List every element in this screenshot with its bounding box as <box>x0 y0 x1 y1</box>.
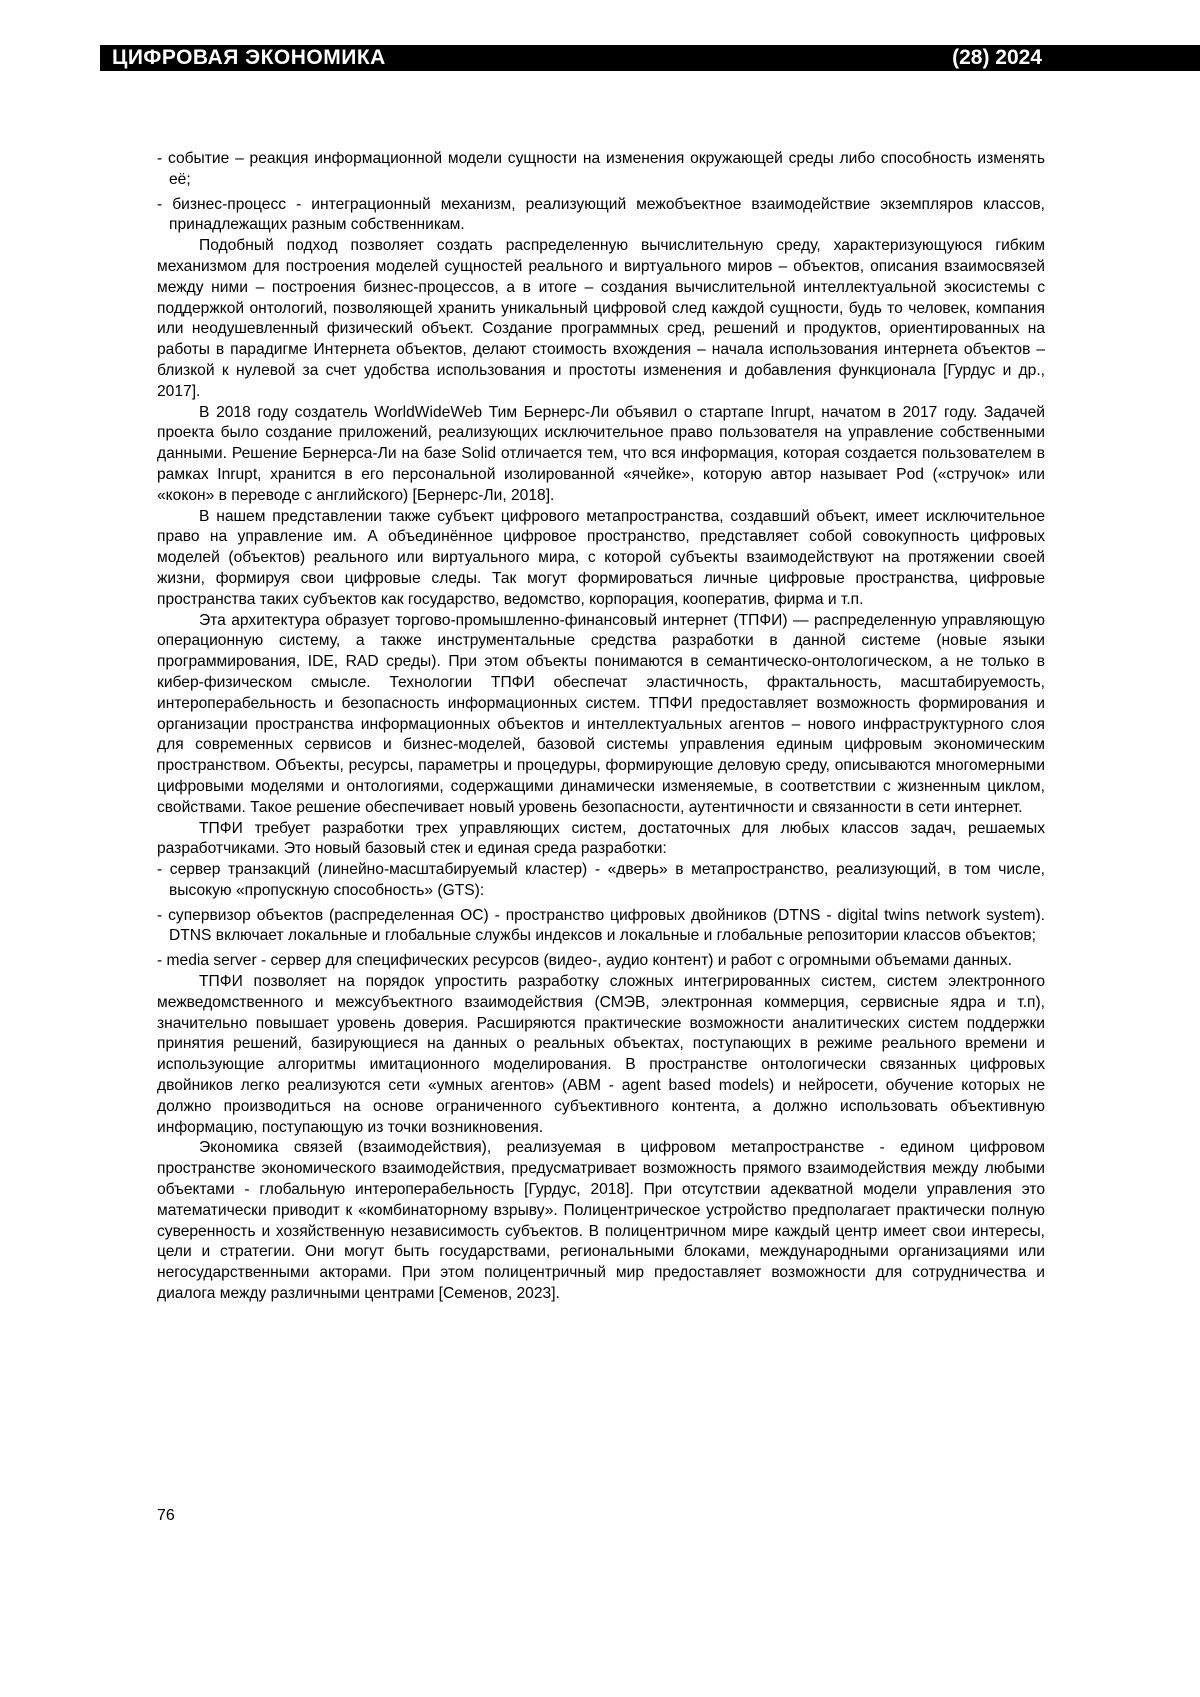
paragraph-3: В нашем представлении также субъект цифрового метапространства, создавший объект, имеет исключительное право на управление им. А объединённое цифровое пространство, представляет собой совокупность цифровых моделей (объектов) реального или виртуального мира, с которой субъекты взаимодействуют на протяжении своей жизни, формируя свои цифровые следы. Так могут формироваться личные цифровые пространства, цифровые пространства таких субъектов как государство, ведомство, корпорация, кооператив, фирма и т.п. <box>157 507 1045 611</box>
list-item-transaction-server: - сервер транзакций (линейно-масштабируемый кластер) - «дверь» в метапространство, реализующий, в том числе, высокую «пропускную способность» (GTS): <box>157 860 1045 902</box>
list-item-object-supervisor: - супервизор объектов (распределенная ОС) - пространство цифровых двойников (DTNS - digital twins network system). DTNS включает локальные и глобальные службы индексов и локальные и глобальные репозитории классов объектов; <box>157 906 1045 948</box>
issue-label: (28) 2024 <box>952 46 1042 70</box>
page-number: 76 <box>157 1506 175 1526</box>
paragraph-5: ТПФИ требует разработки трех управляющих систем, достаточных для любых классов задач, решаемых разработчиками. Это новый базовый стек и единая среда разработки: <box>157 819 1045 861</box>
article-body <box>157 149 1045 1305</box>
journal-title: ЦИФРОВАЯ ЭКОНОМИКА <box>112 46 386 70</box>
paragraph-6: ТПФИ позволяет на порядок упростить разработку сложных интегрированных систем, систем электронного межведомственного и межсубъектного взаимодействия (СМЭВ, электронная коммерция, сервисные ядра и т.п), значительно повышает уровень доверия. Расширяются практические возможности аналитических систем поддержки принятия решений, базирующиеся на данных о реальных объектах, поступающих в режиме реального времени и использующие алгоритмы имитационного моделирования. В пространстве онтологически связанных цифровых двойников легко реализуются сети «умных агентов» (ABM - agent based models) и нейросети, обучение которых не должно производиться на основе ограниченного субъективного контента, а должно использовать объективную информацию, поступающую из точки возникновения. <box>157 972 1045 1138</box>
journal-header-bar <box>100 45 1200 71</box>
paragraph-4: Эта архитектура образует торгово-промышленно-финансовый интернет (ТПФИ) — распределенную управляющую операционную систему, а также инструментальные средства разработки в данной системе (новые языки программирования, IDE, RAD среды). При этом объекты понимаются в семантическо-онтологическом, а не только в кибер-физическом смысле. Технологии ТПФИ обеспечат эластичность, фрактальность, масштабируемость, интероперабельность и безопасность информационных систем. ТПФИ предоставляет возможность формирования и организации пространства информационных объектов и интеллектуальных агентов – нового инфраструктурного слоя для современных сервисов и бизнес-моделей, базовой системы управления единым цифровым экономическим пространством. Объекты, ресурсы, параметры и процедуры, формирующие деловую среду, описываются многомерными цифровыми моделями и онтологиями, содержащими динамически изменяемые, в соответствии с жизненным циклом, свойствами. Такое решение обеспечивает новый уровень безопасности, аутентичности и связанности в сети интернет. <box>157 611 1045 819</box>
paragraph-2: В 2018 году создатель WorldWideWeb Тим Бернерс-Ли объявил о стартапе Inrupt, начатом в 2017 году. Задачей проекта было создание приложений, реализующих исключительное право пользователя на управление собственными данными. Решение Бернерса-Ли на базе Solid отличается тем, что вся информация, которая создается пользователем в рамках Inrupt, хранится в его персональной изолированной «ячейке», которую автор называет Pod («стручок» или «кокон» в переводе с английского) [Бернерс-Ли, 2018]. <box>157 403 1045 507</box>
list-item-business-process: - бизнес-процесс - интеграционный механизм, реализующий межобъектное взаимодействие экземпляров классов, принадлежащих разным собственникам. <box>157 195 1045 237</box>
paragraph-7: Экономика связей (взаимодействия), реализуемая в цифровом метапространстве - едином цифровом пространстве экономического взаимодействия, предусматривает возможность прямого взаимодействия между любыми объектами - глобальную интероперабельность [Гурдус, 2018]. При отсутствии адекватной модели управления это математически приводит к «комбинаторному взрыву». Полицентрическое устройство предполагает практически полную суверенность и хозяйственную независимость субъектов. В полицентричном мире каждый центр имеет свои интересы, цели и стратегии. Они могут быть государствами, региональными блоками, международными организациями или негосударственными акторами. При этом полицентричный мир предоставляет возможности для сотрудничества и диалога между различными центрами [Семенов, 2023]. <box>157 1138 1045 1304</box>
paragraph-1: Подобный подход позволяет создать распределенную вычислительную среду, характеризующуюся гибким механизмом для построения моделей сущностей реального и виртуального миров – объектов, описания взаимосвязей между ними – построения бизнес-процессов, а в итоге – создания вычислительной интеллектуальной экосистемы с поддержкой онтологий, позволяющей хранить уникальный цифровой след каждой сущности, будь то человек, компания или неодушевленный физический объект. Создание программных сред, решений и продуктов, ориентированных на работы в парадигме Интернета объектов, делают стоимость вхождения – начала использования интернета объектов – близкой к нулевой за счет удобства использования и простоты изменения и добавления функционала [Гурдус и др., 2017]. <box>157 236 1045 402</box>
list-item-event: - событие – реакция информационной модели сущности на изменения окружающей среды либо способность изменять её; <box>157 149 1045 191</box>
list-item-media-server: - media server - сервер для специфических ресурсов (видео-, аудио контент) и работ с огромными объемами данных. <box>157 951 1045 972</box>
